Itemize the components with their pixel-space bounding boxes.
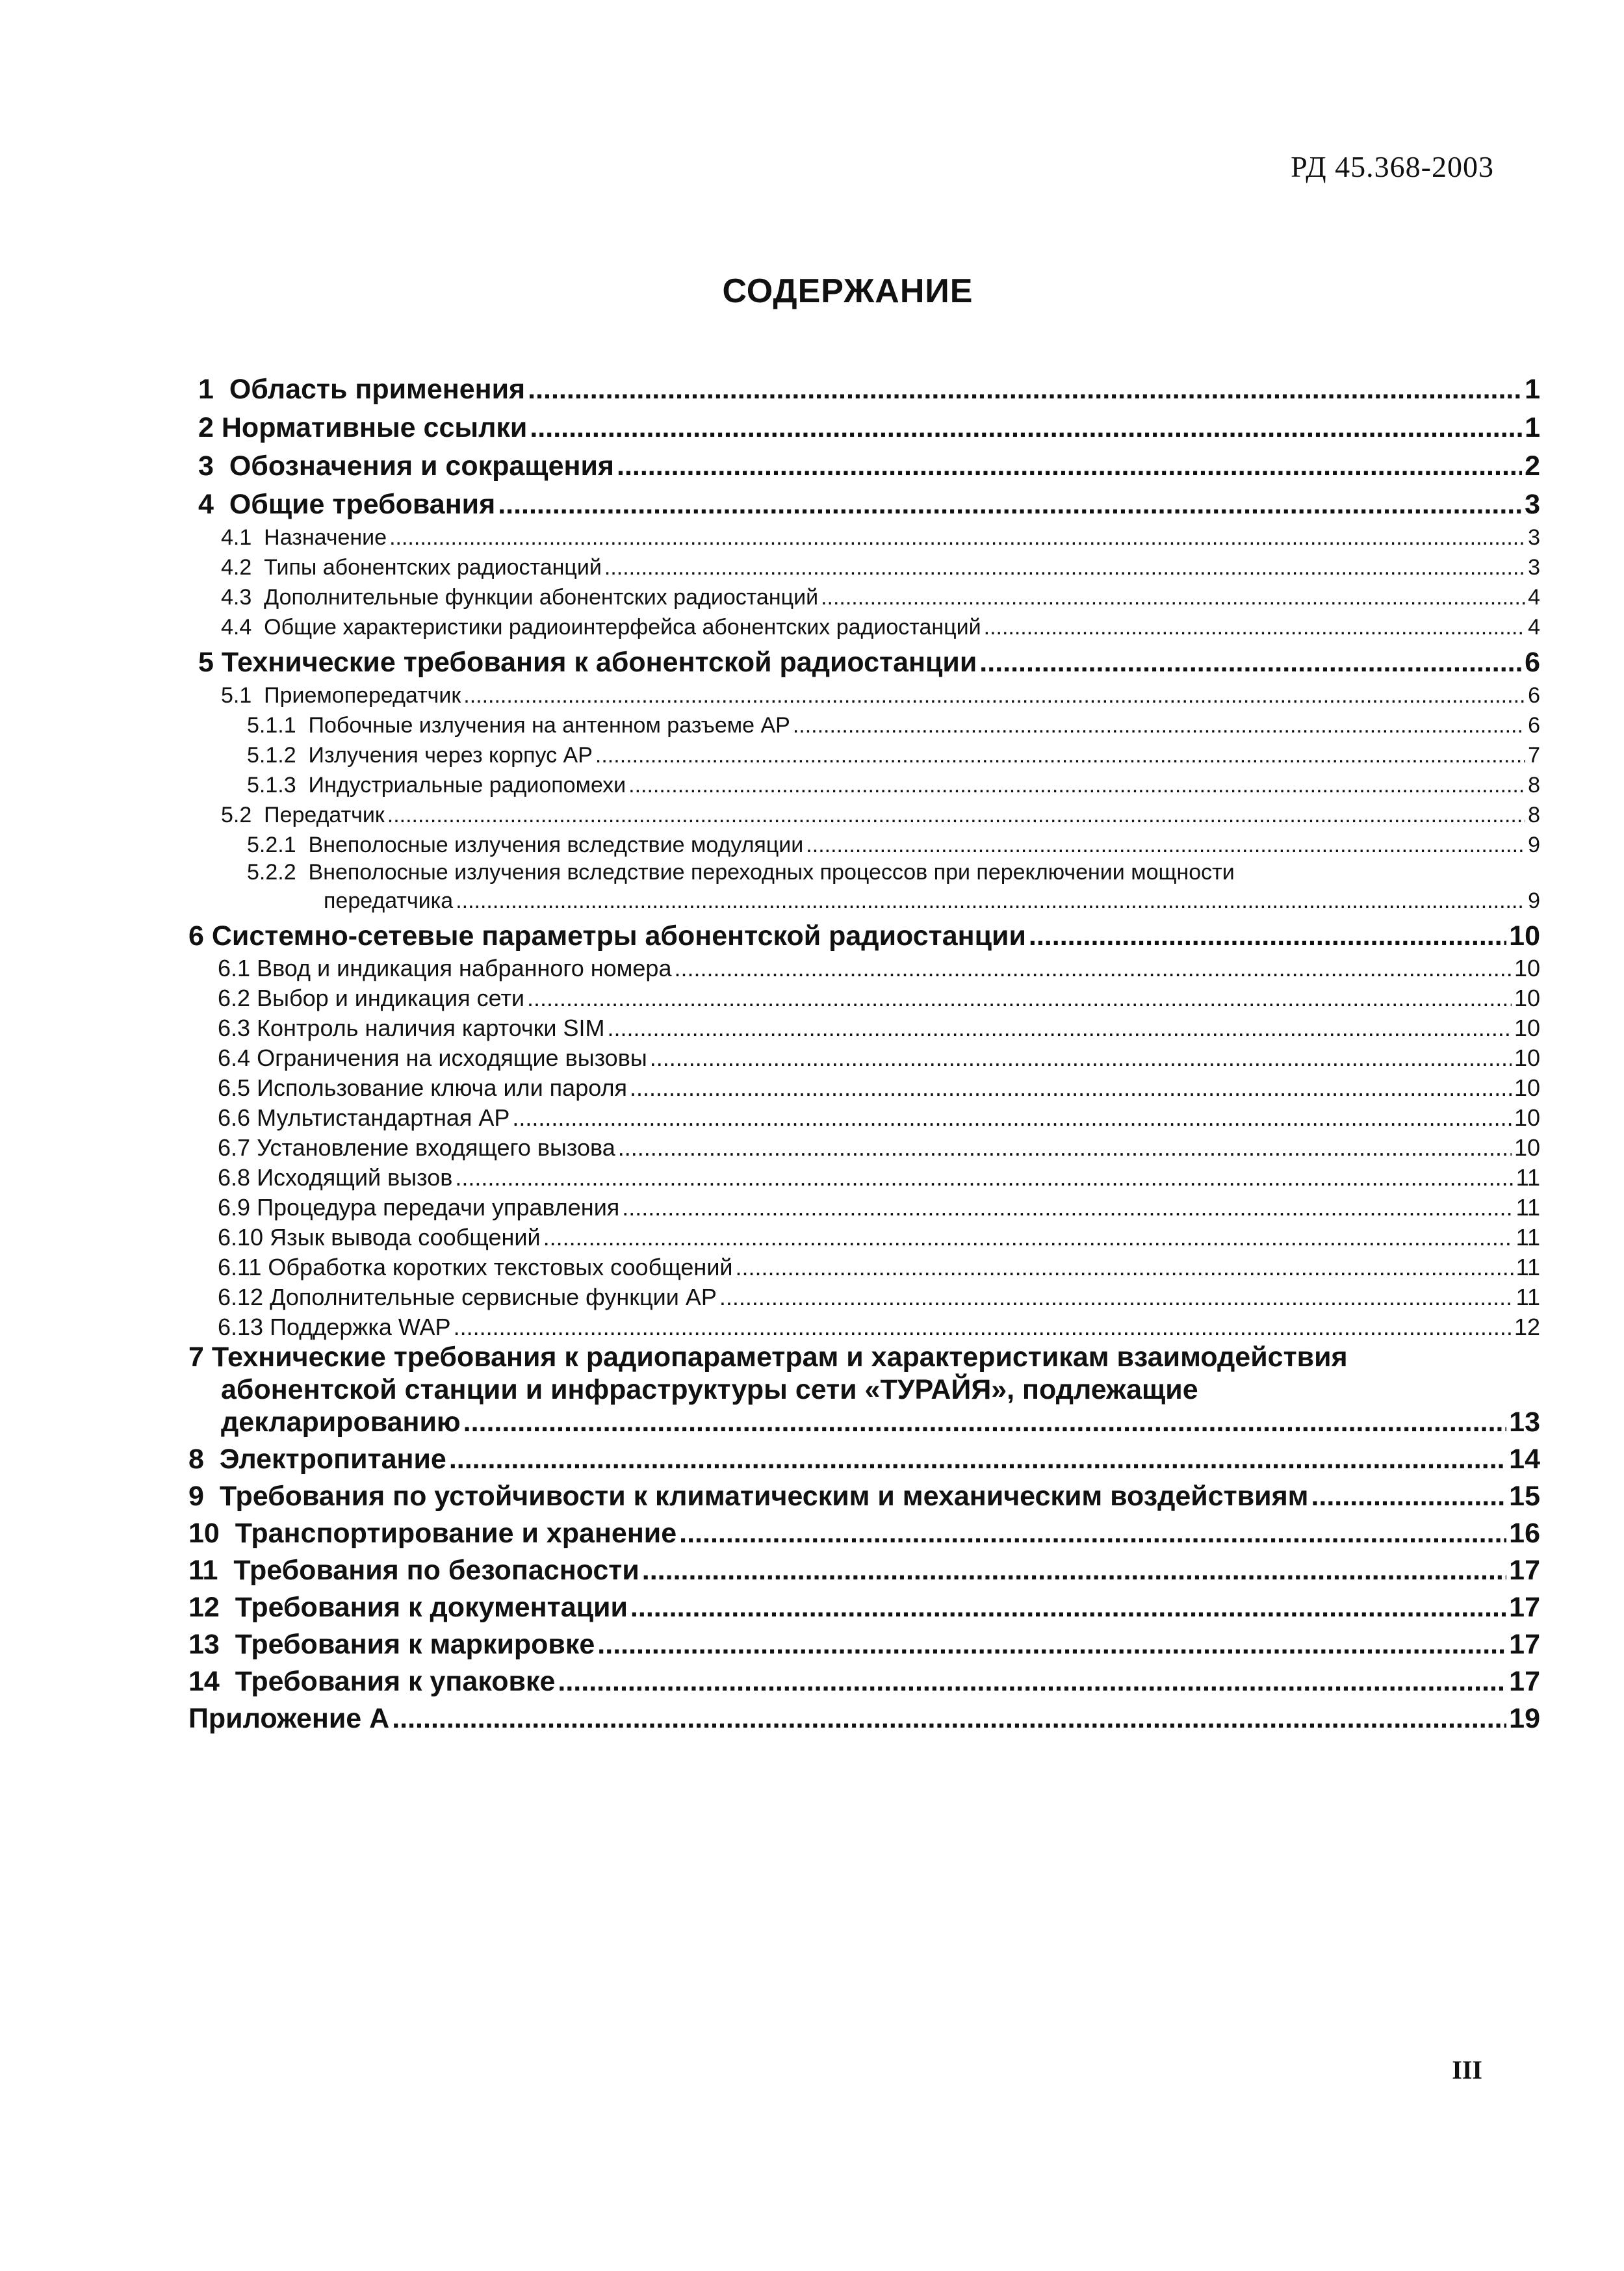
toc-page: 7: [1528, 743, 1540, 768]
toc-label: Контроль наличия карточки SIM: [257, 1015, 605, 1041]
dot-leader: [530, 412, 1522, 444]
toc-entry-11[interactable]: [188, 1550, 1540, 1587]
toc-number: 2: [198, 412, 214, 443]
toc-entry-8[interactable]: [188, 1438, 1540, 1475]
toc-entry-6-6[interactable]: [188, 1102, 1540, 1132]
toc-label: Установление входящего вызова: [257, 1134, 615, 1161]
toc-label: Выбор и индикация сети: [257, 985, 525, 1011]
toc-number: 6.7: [218, 1134, 251, 1161]
toc-entry-6-4[interactable]: [188, 1042, 1540, 1072]
toc-page: 10: [1514, 985, 1540, 1011]
toc-number: 6.5: [218, 1074, 251, 1101]
toc-label: Индустриальные радиопомехи: [308, 773, 626, 798]
table-of-contents: [188, 367, 1540, 1735]
toc-entry-6-13[interactable]: [188, 1311, 1540, 1341]
toc-number: 4.2: [221, 555, 252, 580]
toc-label-continuation: абонентской станции и инфраструктуры сети «ТУРАЙЯ», подлежащие: [221, 1374, 1198, 1405]
toc-label: Обработка коротких текстовых сообщений: [268, 1254, 733, 1280]
toc-number: 6.1: [218, 955, 251, 981]
toc-label: Требования по безопасности: [233, 1555, 639, 1586]
toc-page: 15: [1509, 1481, 1540, 1512]
dot-leader: [456, 887, 1525, 915]
dot-leader: [454, 1314, 1512, 1341]
toc-entry-6-9[interactable]: [188, 1191, 1540, 1221]
dot-leader: [979, 647, 1522, 679]
toc-label: Общие требования: [229, 489, 496, 520]
toc-number: 5.1: [221, 683, 252, 708]
dot-leader: [806, 833, 1525, 858]
toc-entry-appendix-a[interactable]: [188, 1698, 1540, 1735]
toc-entry-5[interactable]: [188, 640, 1540, 679]
toc-number: 6.12: [218, 1284, 264, 1310]
toc-page: 11: [1515, 1194, 1540, 1221]
toc-page: 4: [1528, 615, 1540, 640]
toc-page: 8: [1528, 773, 1540, 798]
dot-leader: [608, 1015, 1512, 1042]
toc-entry-4-3[interactable]: [188, 580, 1540, 610]
toc-page: 3: [1525, 489, 1540, 520]
toc-number: 6.4: [218, 1045, 251, 1071]
toc-page: 17: [1509, 1555, 1540, 1586]
toc-entry-4-4[interactable]: [188, 610, 1540, 640]
dot-leader: [392, 1703, 1506, 1735]
toc-entry-5-1[interactable]: [188, 679, 1540, 708]
dot-leader: [1311, 1481, 1506, 1512]
toc-label: Поддержка WAP: [270, 1314, 451, 1340]
toc-page: 4: [1528, 585, 1540, 610]
toc-entry-6-8[interactable]: [188, 1161, 1540, 1191]
toc-label: Технические требования к абонентской радиостанции: [221, 647, 977, 678]
toc-number: 6.8: [218, 1164, 251, 1191]
toc-number: 6.2: [218, 985, 251, 1011]
toc-number: 12: [188, 1592, 220, 1623]
toc-page: 1: [1525, 412, 1540, 443]
dot-leader: [618, 1134, 1512, 1161]
toc-number: 6: [188, 920, 204, 952]
toc-label: Обозначения и сокращения: [229, 450, 615, 482]
toc-page: 16: [1509, 1518, 1540, 1549]
toc-label: Ввод и индикация набранного номера: [257, 955, 672, 981]
toc-label: Системно-сетевые параметры абонентской радиостанции: [211, 920, 1026, 952]
toc-number: 5.1.1: [247, 713, 296, 738]
toc-label: Язык вывода сообщений: [270, 1224, 541, 1251]
toc-label: Дополнительные функции абонентских радиостанций: [264, 585, 819, 610]
toc-label: Нормативные ссылки: [221, 412, 528, 443]
toc-page: 6: [1528, 683, 1540, 708]
toc-page: 17: [1509, 1629, 1540, 1660]
toc-page: 10: [1514, 955, 1540, 981]
toc-label: Технические требования к радиопараметрам и характеристикам взаимодействия: [211, 1342, 1348, 1373]
toc-label: Требования к маркировке: [235, 1629, 595, 1660]
toc-page: 6: [1525, 647, 1540, 678]
toc-page: 11: [1515, 1224, 1540, 1251]
toc-label: Побочные излучения на антенном разъеме АР: [308, 713, 790, 738]
toc-number: 10: [188, 1518, 220, 1549]
toc-label: Область применения: [229, 374, 526, 405]
toc-entry-6[interactable]: [188, 915, 1540, 952]
toc-page: 11: [1515, 1164, 1540, 1191]
toc-number: 13: [188, 1629, 220, 1660]
toc-label: Процедура передачи управления: [257, 1194, 620, 1221]
toc-label: Исходящий вызов: [257, 1164, 453, 1191]
dot-leader: [642, 1555, 1506, 1587]
toc-entry-2[interactable]: [188, 406, 1540, 444]
toc-number: 9: [188, 1481, 204, 1512]
toc-page: 13: [1509, 1407, 1540, 1438]
toc-page: 9: [1528, 889, 1540, 913]
toc-page: 17: [1509, 1666, 1540, 1697]
dot-leader: [650, 1045, 1512, 1072]
toc-entry-5-2-2[interactable]: [188, 858, 1540, 915]
toc-label: Использование ключа или пароля: [257, 1074, 627, 1101]
dot-leader: [512, 1104, 1512, 1132]
toc-number: 4.1: [221, 525, 252, 550]
page-title: СОДЕРЖАНИЕ: [722, 272, 973, 310]
toc-entry-6-11[interactable]: [188, 1251, 1540, 1281]
dot-leader: [455, 1164, 1513, 1191]
toc-page: 14: [1509, 1444, 1540, 1475]
toc-page: 11: [1515, 1284, 1540, 1310]
dot-leader: [719, 1284, 1514, 1311]
toc-page: 10: [1514, 1134, 1540, 1161]
toc-label: Общие характеристики радиоинтерфейса абонентских радиостанций: [264, 615, 981, 640]
toc-entry-6-10[interactable]: [188, 1221, 1540, 1251]
dot-leader: [463, 683, 1525, 708]
document-code: РД 45.368-2003: [1291, 150, 1494, 183]
toc-label: Требования к документации: [235, 1592, 628, 1623]
dot-leader: [449, 1444, 1506, 1475]
toc-number: 5.1.2: [247, 743, 296, 768]
toc-label: Требования к упаковке: [235, 1666, 556, 1697]
toc-label: Внеполосные излучения вследствие модуляции: [308, 833, 804, 857]
dot-leader: [1029, 920, 1506, 952]
toc-label: Назначение: [264, 525, 387, 550]
dot-leader: [679, 1518, 1506, 1550]
dot-leader: [543, 1224, 1514, 1251]
dot-leader: [389, 525, 1525, 551]
toc-number: 8: [188, 1444, 204, 1475]
dot-leader: [617, 450, 1522, 482]
toc-page: 10: [1514, 1015, 1540, 1041]
toc-entry-13[interactable]: [188, 1624, 1540, 1661]
toc-label: Излучения через корпус АР: [308, 743, 593, 768]
toc-entry-10[interactable]: [188, 1512, 1540, 1550]
toc-page: 17: [1509, 1592, 1540, 1623]
dot-leader: [736, 1254, 1514, 1281]
toc-entry-4-1[interactable]: [188, 521, 1540, 551]
toc-number: 5.2.2: [247, 860, 296, 885]
toc-number: 4.3: [221, 585, 252, 610]
toc-page: 19: [1509, 1703, 1540, 1734]
toc-entry-6-5[interactable]: [188, 1072, 1540, 1102]
toc-entry-4-2[interactable]: [188, 551, 1540, 580]
dot-leader: [463, 1406, 1507, 1438]
toc-label: Передатчик: [264, 803, 385, 827]
toc-label-continuation: декларированию: [221, 1407, 461, 1438]
toc-number: 11: [188, 1555, 218, 1586]
page-number: III: [1452, 2055, 1482, 2084]
toc-label: Требования по устойчивости к климатическим и механическим воздействиям: [219, 1481, 1309, 1512]
toc-entry-6-1[interactable]: [188, 952, 1540, 982]
dot-leader: [821, 585, 1525, 610]
dot-leader: [527, 985, 1512, 1012]
toc-entry-9[interactable]: [188, 1475, 1540, 1512]
toc-page: 2: [1525, 450, 1540, 482]
toc-entry-6-3[interactable]: [188, 1012, 1540, 1042]
toc-label-continuation: передатчика: [324, 889, 454, 913]
toc-label: Внеполосные излучения вследствие переходных процессов при переключении мощности: [308, 860, 1235, 885]
dot-leader: [984, 615, 1525, 640]
toc-entry-5-1-2[interactable]: [188, 738, 1540, 768]
toc-label: Типы абонентских радиостанций: [264, 555, 602, 580]
toc-entry-7[interactable]: [188, 1341, 1540, 1438]
toc-number: 6.6: [218, 1104, 251, 1131]
toc-entry-1[interactable]: [188, 367, 1540, 406]
toc-page: 3: [1528, 555, 1540, 580]
toc-number: 6.10: [218, 1224, 264, 1251]
toc-page: 6: [1528, 713, 1540, 738]
toc-label: Электропитание: [219, 1444, 446, 1475]
toc-entry-6-12[interactable]: [188, 1281, 1540, 1311]
dot-leader: [528, 374, 1522, 406]
toc-number: 3: [198, 450, 214, 482]
dot-leader: [498, 489, 1522, 521]
toc-number: 4: [198, 489, 214, 520]
toc-page: 8: [1528, 803, 1540, 827]
toc-entry-4[interactable]: [188, 482, 1540, 521]
toc-number: 1: [198, 374, 214, 405]
toc-number: 6.11: [218, 1254, 262, 1280]
toc-number: 6.13: [218, 1314, 264, 1340]
toc-number: 6.9: [218, 1194, 251, 1221]
toc-entry-3[interactable]: [188, 444, 1540, 482]
toc-entry-6-2[interactable]: [188, 982, 1540, 1012]
dot-leader: [597, 1629, 1506, 1661]
toc-label: Приложение А: [188, 1703, 390, 1734]
toc-number: 5: [198, 647, 214, 678]
toc-number: 14: [188, 1666, 220, 1697]
dot-leader: [630, 1074, 1512, 1102]
toc-entry-14[interactable]: [188, 1661, 1540, 1698]
dot-leader: [674, 955, 1511, 982]
toc-page: 12: [1514, 1314, 1540, 1340]
toc-number: 4.4: [221, 615, 252, 640]
dot-leader: [622, 1194, 1513, 1221]
toc-entry-12[interactable]: [188, 1587, 1540, 1624]
dot-leader: [630, 1592, 1506, 1624]
toc-entry-6-7[interactable]: [188, 1132, 1540, 1161]
dot-leader: [595, 743, 1525, 768]
dot-leader: [793, 713, 1525, 738]
dot-leader: [628, 773, 1525, 798]
toc-page: 1: [1525, 374, 1540, 405]
dot-leader: [558, 1666, 1506, 1698]
toc-page: 10: [1509, 920, 1540, 952]
toc-entry-5-2-1[interactable]: [188, 828, 1540, 858]
toc-page: 3: [1528, 525, 1540, 550]
toc-label: Приемопередатчик: [264, 683, 461, 708]
toc-label: Дополнительные сервисные функции АР: [270, 1284, 717, 1310]
toc-number: 7: [188, 1342, 204, 1373]
toc-page: 10: [1514, 1074, 1540, 1101]
toc-number: 5.2: [221, 803, 252, 827]
dot-leader: [604, 555, 1525, 580]
toc-label: Транспортирование и хранение: [235, 1518, 677, 1549]
toc-entry-5-1-3[interactable]: [188, 768, 1540, 798]
dot-leader: [387, 803, 1525, 828]
toc-page: 10: [1514, 1045, 1540, 1071]
toc-page: 9: [1528, 833, 1540, 857]
toc-entry-5-2[interactable]: [188, 798, 1540, 828]
toc-page: 10: [1514, 1104, 1540, 1131]
toc-number: 5.1.3: [247, 773, 296, 798]
toc-page: 11: [1515, 1254, 1540, 1280]
toc-entry-5-1-1[interactable]: [188, 708, 1540, 738]
toc-label: Мультистандартная АР: [257, 1104, 510, 1131]
toc-number: 5.2.1: [247, 833, 296, 857]
toc-label: Ограничения на исходящие вызовы: [257, 1045, 647, 1071]
toc-number: 6.3: [218, 1015, 251, 1041]
